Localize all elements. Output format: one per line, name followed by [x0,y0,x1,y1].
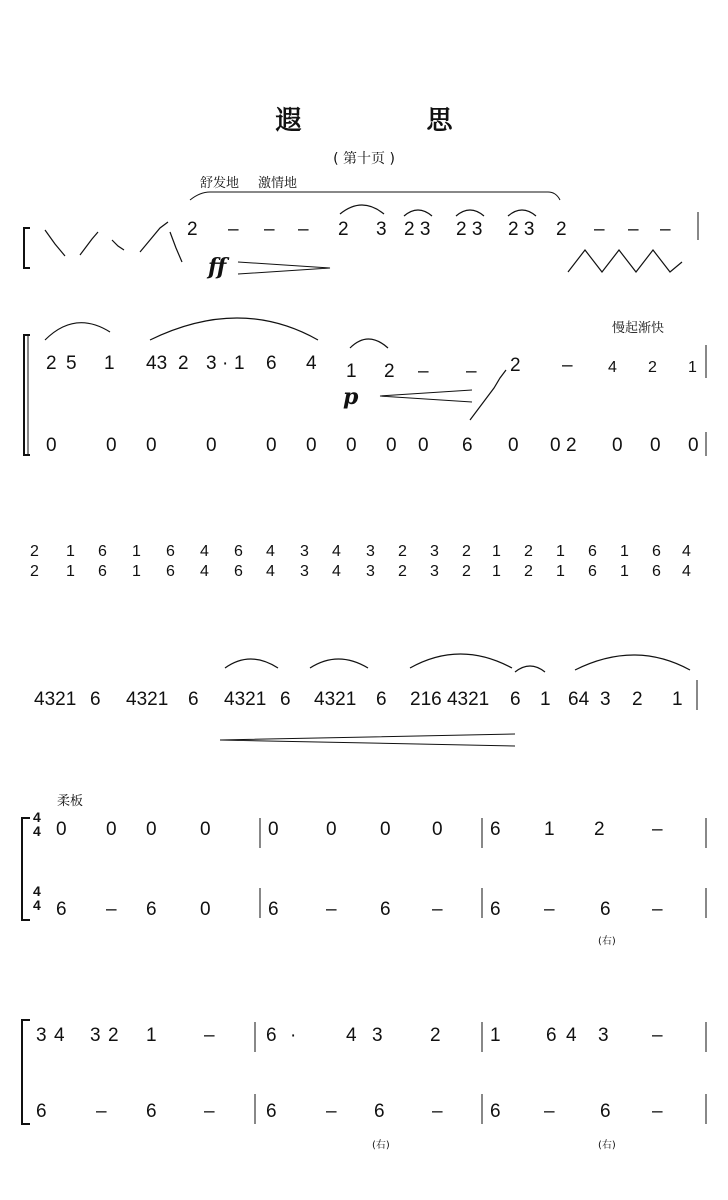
note: 4321 [314,689,357,710]
note: 2 3 [508,219,535,240]
note: 0 [56,819,67,840]
note: 1 [66,563,75,580]
note: 2 3 [456,219,483,240]
note: 0 [266,435,277,456]
system-bracket [22,1020,30,1124]
note: 6 [652,563,661,580]
time-signature-top: 4 [33,809,41,825]
tempo-mark: 慢起渐快 [612,321,665,336]
note: 3 [600,689,611,710]
note: 6 [546,1025,557,1046]
note: – [204,1025,215,1046]
slur [456,210,484,216]
note-dash: – [466,361,477,382]
note: – [544,1101,555,1122]
note: 0 [146,435,157,456]
note: 6 [90,689,101,710]
note: 1 [556,543,565,560]
note: 1 [234,353,245,374]
note: 1 [132,543,141,560]
note-dash: – [562,355,573,376]
note: 1 [556,563,565,580]
note: 4 [682,563,691,580]
note: 3 [376,219,387,240]
note: 0 [346,435,357,456]
note: 3 [90,1025,101,1046]
note: 3 [372,1025,383,1046]
note: 1 [672,689,683,710]
note: 0 [306,435,317,456]
note: 3 [36,1025,47,1046]
time-signature-bottom: 4 [33,897,41,913]
note: 4 [200,543,209,560]
note: 0 [386,435,397,456]
note: 0 [650,435,661,456]
note: 2 [648,359,657,376]
note: 3 [430,543,439,560]
system-bracket [24,335,30,455]
note: 5 [66,353,77,374]
note: 1 [492,543,501,560]
note: 2 [594,819,605,840]
note: 0 [380,819,391,840]
note: · [290,1025,297,1046]
note: 0 [200,899,211,920]
page-subtitle: ( 第十页 ) [333,151,395,167]
note: – [326,899,337,920]
slur [410,654,512,668]
note: 2 [178,353,189,374]
note: 2 [510,355,521,376]
note: 4321 [126,689,169,710]
slur [150,318,318,340]
slur [340,205,384,214]
note-dash: – [660,219,671,240]
note: 2 [556,219,567,240]
note: 6 [234,563,243,580]
slur [404,210,432,216]
note: 2 [430,1025,441,1046]
note: 4 [346,1025,357,1046]
note: – [96,1101,107,1122]
note: 4 [332,563,341,580]
time-signature-top: 4 [33,883,41,899]
expression-mark: 激情地 [258,176,298,191]
note-dash: – [594,219,605,240]
slur [515,666,545,672]
crescendo-hairpin [220,734,515,746]
note: 1 [132,563,141,580]
note: 3 [430,563,439,580]
note: 2 [384,361,395,382]
note: 6 [98,543,107,560]
note: 3 [206,353,217,374]
note: 0 [688,435,699,456]
note: 216 4321 [410,689,490,710]
right-hand-mark: (右) [598,936,616,947]
crescendo-hairpin [380,390,472,402]
note: 1 [490,1025,501,1046]
glissando-line [568,250,682,272]
note: 2 [462,563,471,580]
note: – [432,1101,443,1122]
note: 1 [620,563,629,580]
note: 4 [306,353,317,374]
note: 2 [338,219,349,240]
note: 6 [188,689,199,710]
note: 0 [106,819,117,840]
note: – [652,1025,663,1046]
note: 4 [266,543,275,560]
note: 4 [682,543,691,560]
page-title: 遐 思 [275,106,511,136]
note: 6 [652,543,661,560]
note: 2 [524,543,533,560]
time-signature [33,810,41,838]
note: 6 [588,543,597,560]
note: 0 [550,435,561,456]
slur [575,655,690,670]
note: 2 [398,543,407,560]
note: 6 [266,353,277,374]
note: 0 [508,435,519,456]
slur [45,323,110,340]
note: 4 [566,1025,577,1046]
note: 4 [332,543,341,560]
note: 6 [266,1101,277,1122]
note: 0 [106,435,117,456]
note: 1 [66,543,75,560]
glissando-line [140,222,168,252]
note: 3 [366,563,375,580]
note-dash: – [228,219,239,240]
note: 0 [326,819,337,840]
note: 1 [620,543,629,560]
note-dash: – [298,219,309,240]
note: 6 [600,1101,611,1122]
note: 3 [300,563,309,580]
note: 1 [688,359,697,376]
note: 2 [30,563,39,580]
note: 2 3 [404,219,431,240]
note: 2 [632,689,643,710]
note: 6 [490,899,501,920]
note: 2 [524,563,533,580]
slur [350,339,388,348]
slur [310,659,368,668]
note: 6 [98,563,107,580]
note: 6 [166,563,175,580]
note: – [544,899,555,920]
system-bracket [22,818,30,920]
note: 6 [146,899,157,920]
note: · [222,353,229,374]
note: 2 [398,563,407,580]
note: 3 [366,543,375,560]
note: 0 [200,819,211,840]
note: 4321 [224,689,267,710]
slur [508,210,536,216]
note: 6 [280,689,291,710]
note: 1 [540,689,551,710]
note: 0 [146,819,157,840]
note: 6 [166,543,175,560]
note: 2 [566,435,577,456]
system-bracket [24,228,30,268]
note: 3 [598,1025,609,1046]
note: – [204,1101,215,1122]
note: 1 [544,819,555,840]
slur [225,659,278,668]
note: 2 [46,353,57,374]
note: 1 [346,361,357,382]
glissando-line [45,230,65,256]
note: 6 [490,1101,501,1122]
note: 6 [462,435,473,456]
note-dash: – [628,219,639,240]
expression-mark: 舒发地 [200,176,240,191]
note: 2 [187,219,198,240]
note-dash: – [264,219,275,240]
note: 3 [300,543,309,560]
note: 4 [200,563,209,580]
glissando-line [112,240,124,250]
dynamic-mark: ff [208,254,227,280]
note: 6 [266,1025,277,1046]
diminuendo-hairpin [238,262,330,274]
note: 6 [56,899,67,920]
note: 4 [54,1025,65,1046]
note: 6 [376,689,387,710]
note: 6 [490,819,501,840]
time-signature-bottom: 4 [33,823,41,839]
note: 1 [492,563,501,580]
note: 0 [46,435,57,456]
note: 2 [30,543,39,560]
note: 6 [600,899,611,920]
note: 6 [268,899,279,920]
note: – [652,899,663,920]
note: 6 [510,689,521,710]
note: 6 [380,899,391,920]
right-hand-mark: (右) [372,1140,390,1151]
note-dash: – [418,361,429,382]
right-hand-mark: (右) [598,1140,616,1151]
note: 0 [418,435,429,456]
note: 1 [104,353,115,374]
note: 1 [146,1025,157,1046]
note: 0 [268,819,279,840]
note: 4 [608,359,617,376]
note: – [652,819,663,840]
note: 6 [146,1101,157,1122]
note: 6 [588,563,597,580]
tempo-mark: 柔板 [57,794,84,809]
note: – [652,1101,663,1122]
note: 0 [612,435,623,456]
note: 2 [108,1025,119,1046]
glissando-line [170,232,182,262]
dynamic-mark: p [343,384,359,410]
note: – [106,899,117,920]
note: 6 [234,543,243,560]
note: – [326,1101,337,1122]
note: 4 [266,563,275,580]
note: 64 [568,689,590,710]
note: 0 [206,435,217,456]
note: – [432,899,443,920]
note: 0 [432,819,443,840]
glissando-line [80,232,98,255]
time-signature [33,884,41,912]
note: 6 [36,1101,47,1122]
note: 43 [146,353,168,374]
note: 4321 [34,689,77,710]
phrase-bracket [190,192,560,200]
note: 2 [462,543,471,560]
note: 6 [374,1101,385,1122]
